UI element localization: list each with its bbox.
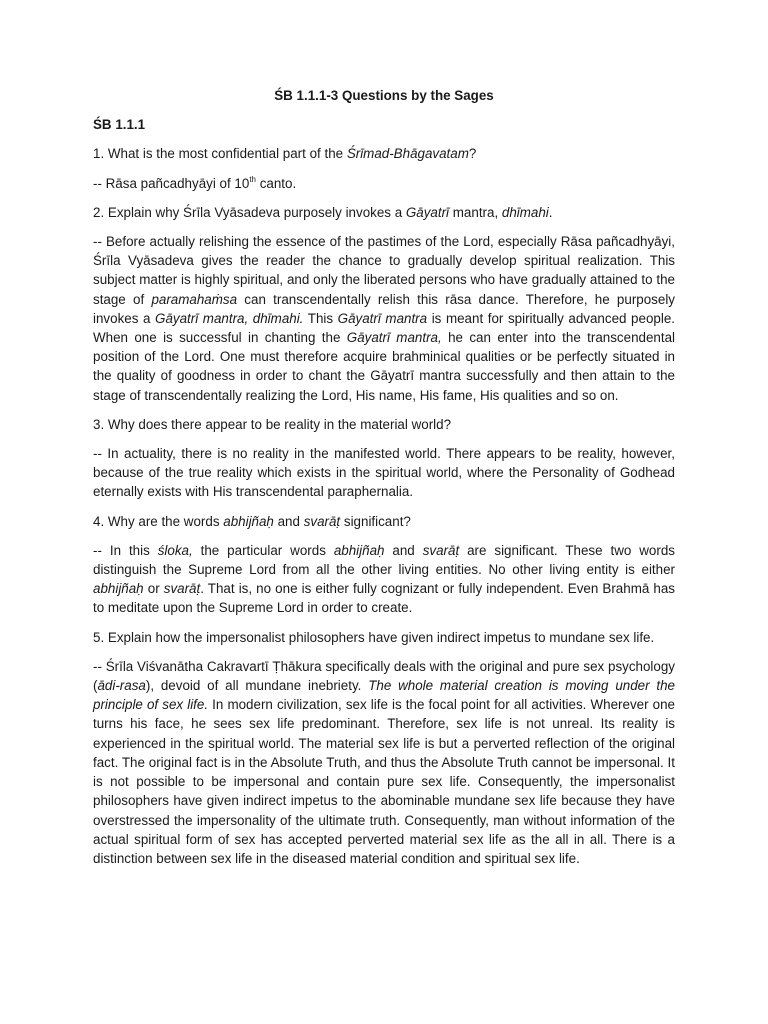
document-page [93,86,675,878]
answer-5: -- Śrīla Viśvanātha Cakravartī Ṭhākura specifically deals with the original and pure sex psychology (ādi-rasa), devoid of all mundane inebriety. The whole material creation is moving under the principle of sex life. In modern civilization, sex life is the focal point for all activities. Wherever one turns his face, he sees sex life predominant. Therefore, sex life is not unreal. Its reality is experienced in the spiritual world. The material sex life is but a perverted reflection of the original fact. The original fact is in the Absolute Truth, and thus the Absolute Truth cannot be impersonal. It is not possible to be impersonal and contain pure sex life. Consequently, the impersonalist philosophers have given indirect impetus to the abominable mundane sex life because they have overstressed the impersonality of the ultimate truth. Consequently, man without information of the actual spiritual form of sex has accepted perverted material sex life as the all in all. There is a distinction between sex life in the diseased material condition and spiritual sex life. [93,658,676,866]
answer-1: -- Rāsa pañcadhyāyi of 10th canto. [93,174,297,191]
question-4: 4. Why are the words abhijñaḥ and svarāṭ significant? [93,513,411,529]
section-heading: ŚB 1.1.1 [93,117,146,133]
question-1: 1. What is the most confidential part of the Śrīmad-Bhāgavatam? [93,146,477,162]
question-2: 2. Explain why Śrīla Vyāsadeva purposely invokes a Gāyatrī mantra, dhīmahi. [93,204,553,220]
page-title: ŚB 1.1.1-3 Questions by the Sages [274,88,494,103]
answer-2: -- Before actually relishing the essence of the pastimes of the Lord, especially Rāsa pañcadhyāyi, Śrīla Vyāsadeva gives the reader the chance to gradually develop spiritual realization. This subject matter is highly spiritual, and only the liberated persons who have gradually attained to the stage of paramahaṁsa can transcendentally relish this rāsa dance. Therefore, he purposely invokes a Gāyatrī mantra, dhīmahi. This Gāyatrī mantra is meant for spiritually advanced people. When one is successful in chanting the Gāyatrī mantra, he can enter into the transcendental position of the Lord. One must therefore acquire brahminical qualities or be perfectly situated in the quality of goodness in order to chant the Gāyatrī mantra successfully and then attain to the stage of transcendentally realizing the Lord, His name, His fame, His qualities and so on. [93,234,675,403]
question-3: 3. Why does there appear to be reality in the material world? [93,416,452,432]
answer-4: -- In this śloka, the particular words abhijñaḥ and svarāṭ are significant. These two words distinguish the Supreme Lord from all the other living entities. No other living entity is either abhijñaḥ or svarāṭ. That is, no one is either fully cognizant or fully independent. Even Brahmā has to meditate upon the Supreme Lord in order to create. [93,542,675,616]
answer-3: -- In actuality, there is no reality in the manifested world. There appears to be reality, however, because of the true reality which exists in the spiritual world, where the Personality of Godhead eternally exists with His transcendental paraphernalia. [93,446,675,500]
question-5: 5. Explain how the impersonalist philosophers have given indirect impetus to mundane sex life. [93,629,655,645]
